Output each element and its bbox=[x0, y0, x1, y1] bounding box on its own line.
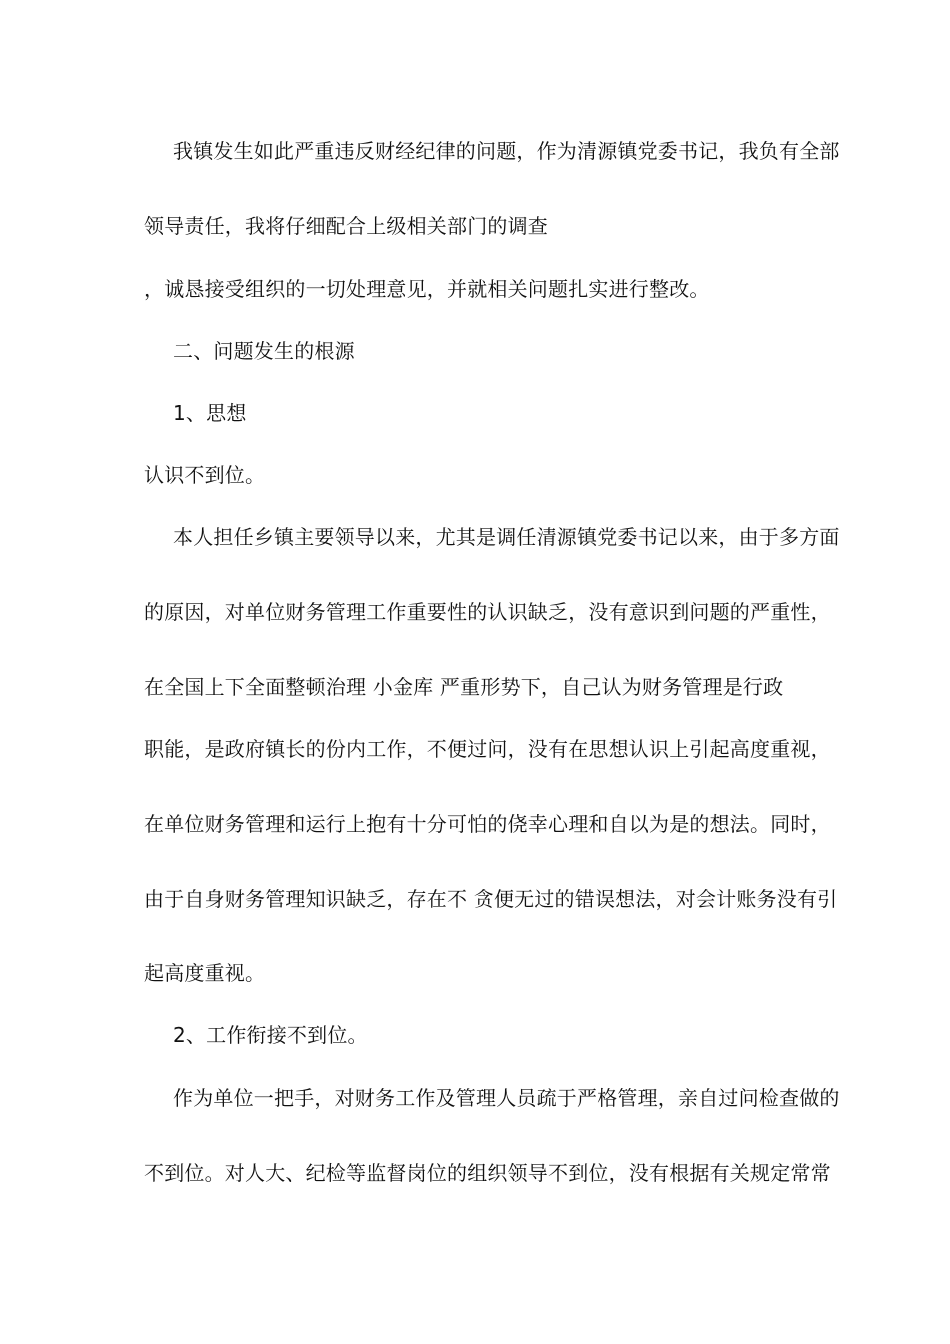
paragraph-line: 领导责任，我将仔细配合上级相关部门的调查 bbox=[144, 214, 548, 238]
paragraph-line: 由于自身财务管理知识缺乏，存在不 贪便无过的错误想法，对会计账务没有引 bbox=[144, 887, 838, 911]
paragraph-line: ，诚恳接受组织的一切处理意见，并就相关问题扎实进行整改。 bbox=[144, 277, 710, 301]
paragraph-line: 起高度重视。 bbox=[144, 961, 266, 985]
paragraph-line: 我镇发生如此严重违反财经纪律的问题，作为清源镇党委书记，我负有全部 bbox=[173, 139, 840, 163]
subsection-heading: 1、思想 bbox=[173, 401, 247, 425]
section-heading: 二、问题发生的根源 bbox=[173, 339, 355, 363]
paragraph-line: 职能，是政府镇长的份内工作，不便过问，没有在思想认识上引起高度重视， bbox=[144, 737, 831, 761]
paragraph-line: 本人担任乡镇主要领导以来，尤其是调任清源镇党委书记以来，由于多方面 bbox=[173, 525, 840, 549]
paragraph-line: 在全国上下全面整顿治理 小金库 严重形势下，自己认为财务管理是行政 bbox=[144, 675, 784, 699]
paragraph-line: 不到位。对人大、纪检等监督岗位的组织领导不到位，没有根据有关规定常常 bbox=[144, 1161, 831, 1185]
paragraph-line: 在单位财务管理和运行上抱有十分可怕的侥幸心理和自以为是的想法。同时， bbox=[144, 812, 831, 836]
paragraph-line: 认识不到位。 bbox=[144, 463, 266, 487]
subsection-heading: 2、工作衔接不到位。 bbox=[173, 1023, 368, 1047]
paragraph-line: 的原因，对单位财务管理工作重要性的认识缺乏，没有意识到问题的严重性， bbox=[144, 600, 831, 624]
paragraph-line: 作为单位一把手，对财务工作及管理人员疏于严格管理，亲自过问检查做的 bbox=[173, 1086, 840, 1110]
